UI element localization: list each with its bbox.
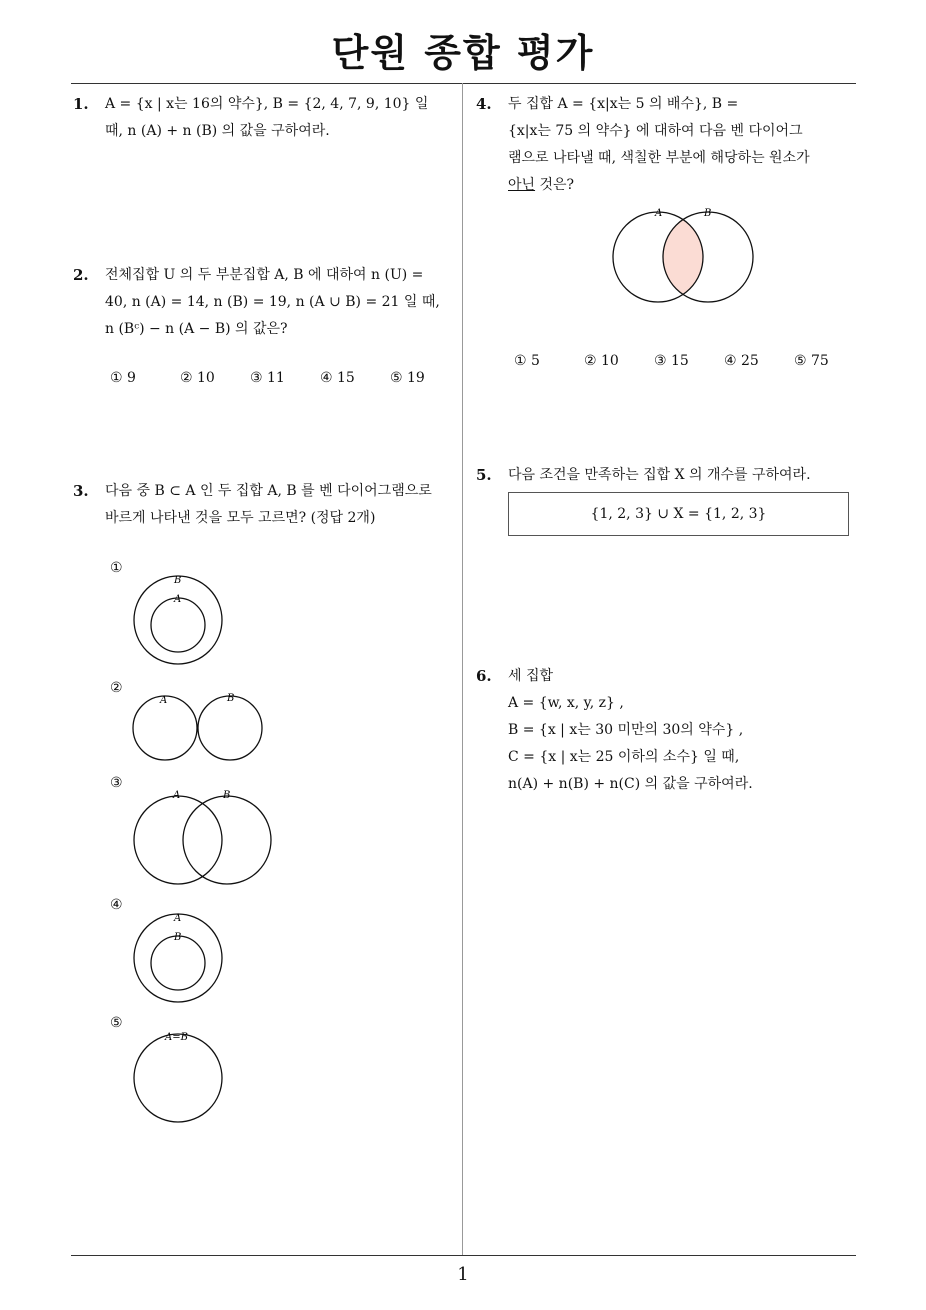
emphasis-underline: 아닌 xyxy=(508,177,536,193)
question-text xyxy=(508,172,857,199)
set-label: A xyxy=(655,208,663,219)
question-text: 때, n (A) + n (B) 의 값을 구하여라. xyxy=(105,123,330,139)
choice-3[interactable]: ③ 11 xyxy=(250,370,285,386)
choice-4[interactable]: ④ 25 xyxy=(724,353,759,369)
footer-rule xyxy=(71,1255,856,1256)
question-number: 6. xyxy=(476,667,492,685)
option-label-4[interactable]: ④ xyxy=(110,897,123,913)
set-label: A xyxy=(160,695,168,706)
set-label: B xyxy=(227,693,235,704)
set-label: B xyxy=(704,208,712,219)
question-number: 2. xyxy=(73,266,89,284)
venn-diagram-shaded xyxy=(608,205,758,310)
question-text: A = {w, x, y, z} , xyxy=(508,695,624,711)
venn-diagram-option-1 xyxy=(125,570,235,670)
set-label: A xyxy=(174,594,182,605)
choice-4[interactable]: ④ 15 xyxy=(320,370,355,386)
question-text: 바르게 나타낸 것을 모두 고르면? (정답 2개) xyxy=(105,510,376,526)
choice-2[interactable]: ② 10 xyxy=(584,353,619,369)
question-2 xyxy=(73,262,455,343)
page-number: 1 xyxy=(457,1264,469,1285)
choice-2[interactable]: ② 10 xyxy=(180,370,215,386)
question-text: n(A) + n(B) + n(C) 의 값을 구하여라. xyxy=(508,776,753,792)
choice-5[interactable]: ⑤ 75 xyxy=(794,353,829,369)
option-label-5[interactable]: ⑤ xyxy=(110,1015,123,1031)
question-text: 세 집합 xyxy=(508,668,554,684)
choice-5[interactable]: ⑤ 19 xyxy=(390,370,425,386)
question-text-rest: 것은? xyxy=(535,177,575,193)
set-label: B xyxy=(174,932,182,943)
question-text: 전체집합 U 의 두 부분집합 A, B 에 대하여 n (U) = xyxy=(105,267,424,283)
question-text: 다음 중 B ⊂ A 인 두 집합 A, B 를 벤 다이어그램으로 xyxy=(105,483,432,499)
set-label: A xyxy=(174,913,182,924)
question-1 xyxy=(73,91,455,145)
option-label-3[interactable]: ③ xyxy=(110,775,123,791)
choice-1[interactable]: ① 5 xyxy=(514,353,540,369)
question-text: A = {x | x는 16의 약수}, B = {2, 4, 7, 9, 10} 일 xyxy=(105,96,429,112)
question-text: 40, n (A) = 14, n (B) = 19, n (A ∪ B) = 21 일 때, xyxy=(105,294,440,310)
question-number: 3. xyxy=(73,482,89,500)
question-number: 1. xyxy=(73,95,89,113)
question-text: n (Bᶜ) − n (A − B) 의 값은? xyxy=(105,321,288,337)
question-4 xyxy=(476,91,857,199)
venn-diagram-option-5 xyxy=(125,1028,235,1128)
venn-diagram-option-4 xyxy=(125,908,235,1008)
set-label: B xyxy=(174,575,182,586)
question-number: 5. xyxy=(476,466,492,484)
header-rule xyxy=(71,83,856,84)
venn-diagram-option-2 xyxy=(125,688,275,768)
venn-diagram-option-3 xyxy=(125,788,285,888)
question-text: 다음 조건을 만족하는 집합 X 의 개수를 구하여라. xyxy=(508,467,811,483)
question-text: C = {x | x는 25 이하의 소수} 일 때, xyxy=(508,749,740,765)
option-label-2[interactable]: ② xyxy=(110,680,123,696)
question-3 xyxy=(73,478,455,532)
question-text: {x|x는 75 의 약수} 에 대하여 다음 벤 다이어그 xyxy=(508,123,803,139)
set-label: A xyxy=(173,790,181,801)
question-5 xyxy=(476,462,857,489)
choice-1[interactable]: ① 9 xyxy=(110,370,136,386)
option-label-1[interactable]: ① xyxy=(110,560,123,576)
condition-box: {1, 2, 3} ∪ X = {1, 2, 3} xyxy=(508,492,849,536)
question-text: B = {x | x는 30 미만의 30의 약수} , xyxy=(508,722,744,738)
set-label: B xyxy=(223,790,231,801)
column-divider xyxy=(462,83,463,1255)
choice-3[interactable]: ③ 15 xyxy=(654,353,689,369)
question-number: 4. xyxy=(476,95,492,113)
set-label: A=B xyxy=(165,1032,188,1043)
page-title: 단원 종합 평가 xyxy=(331,31,595,75)
question-text: 램으로 나타낼 때, 색칠한 부분에 해당하는 원소가 xyxy=(508,150,810,166)
question-6 xyxy=(476,663,857,798)
question-text: 두 집합 A = {x|x는 5 의 배수}, B = xyxy=(508,96,739,112)
